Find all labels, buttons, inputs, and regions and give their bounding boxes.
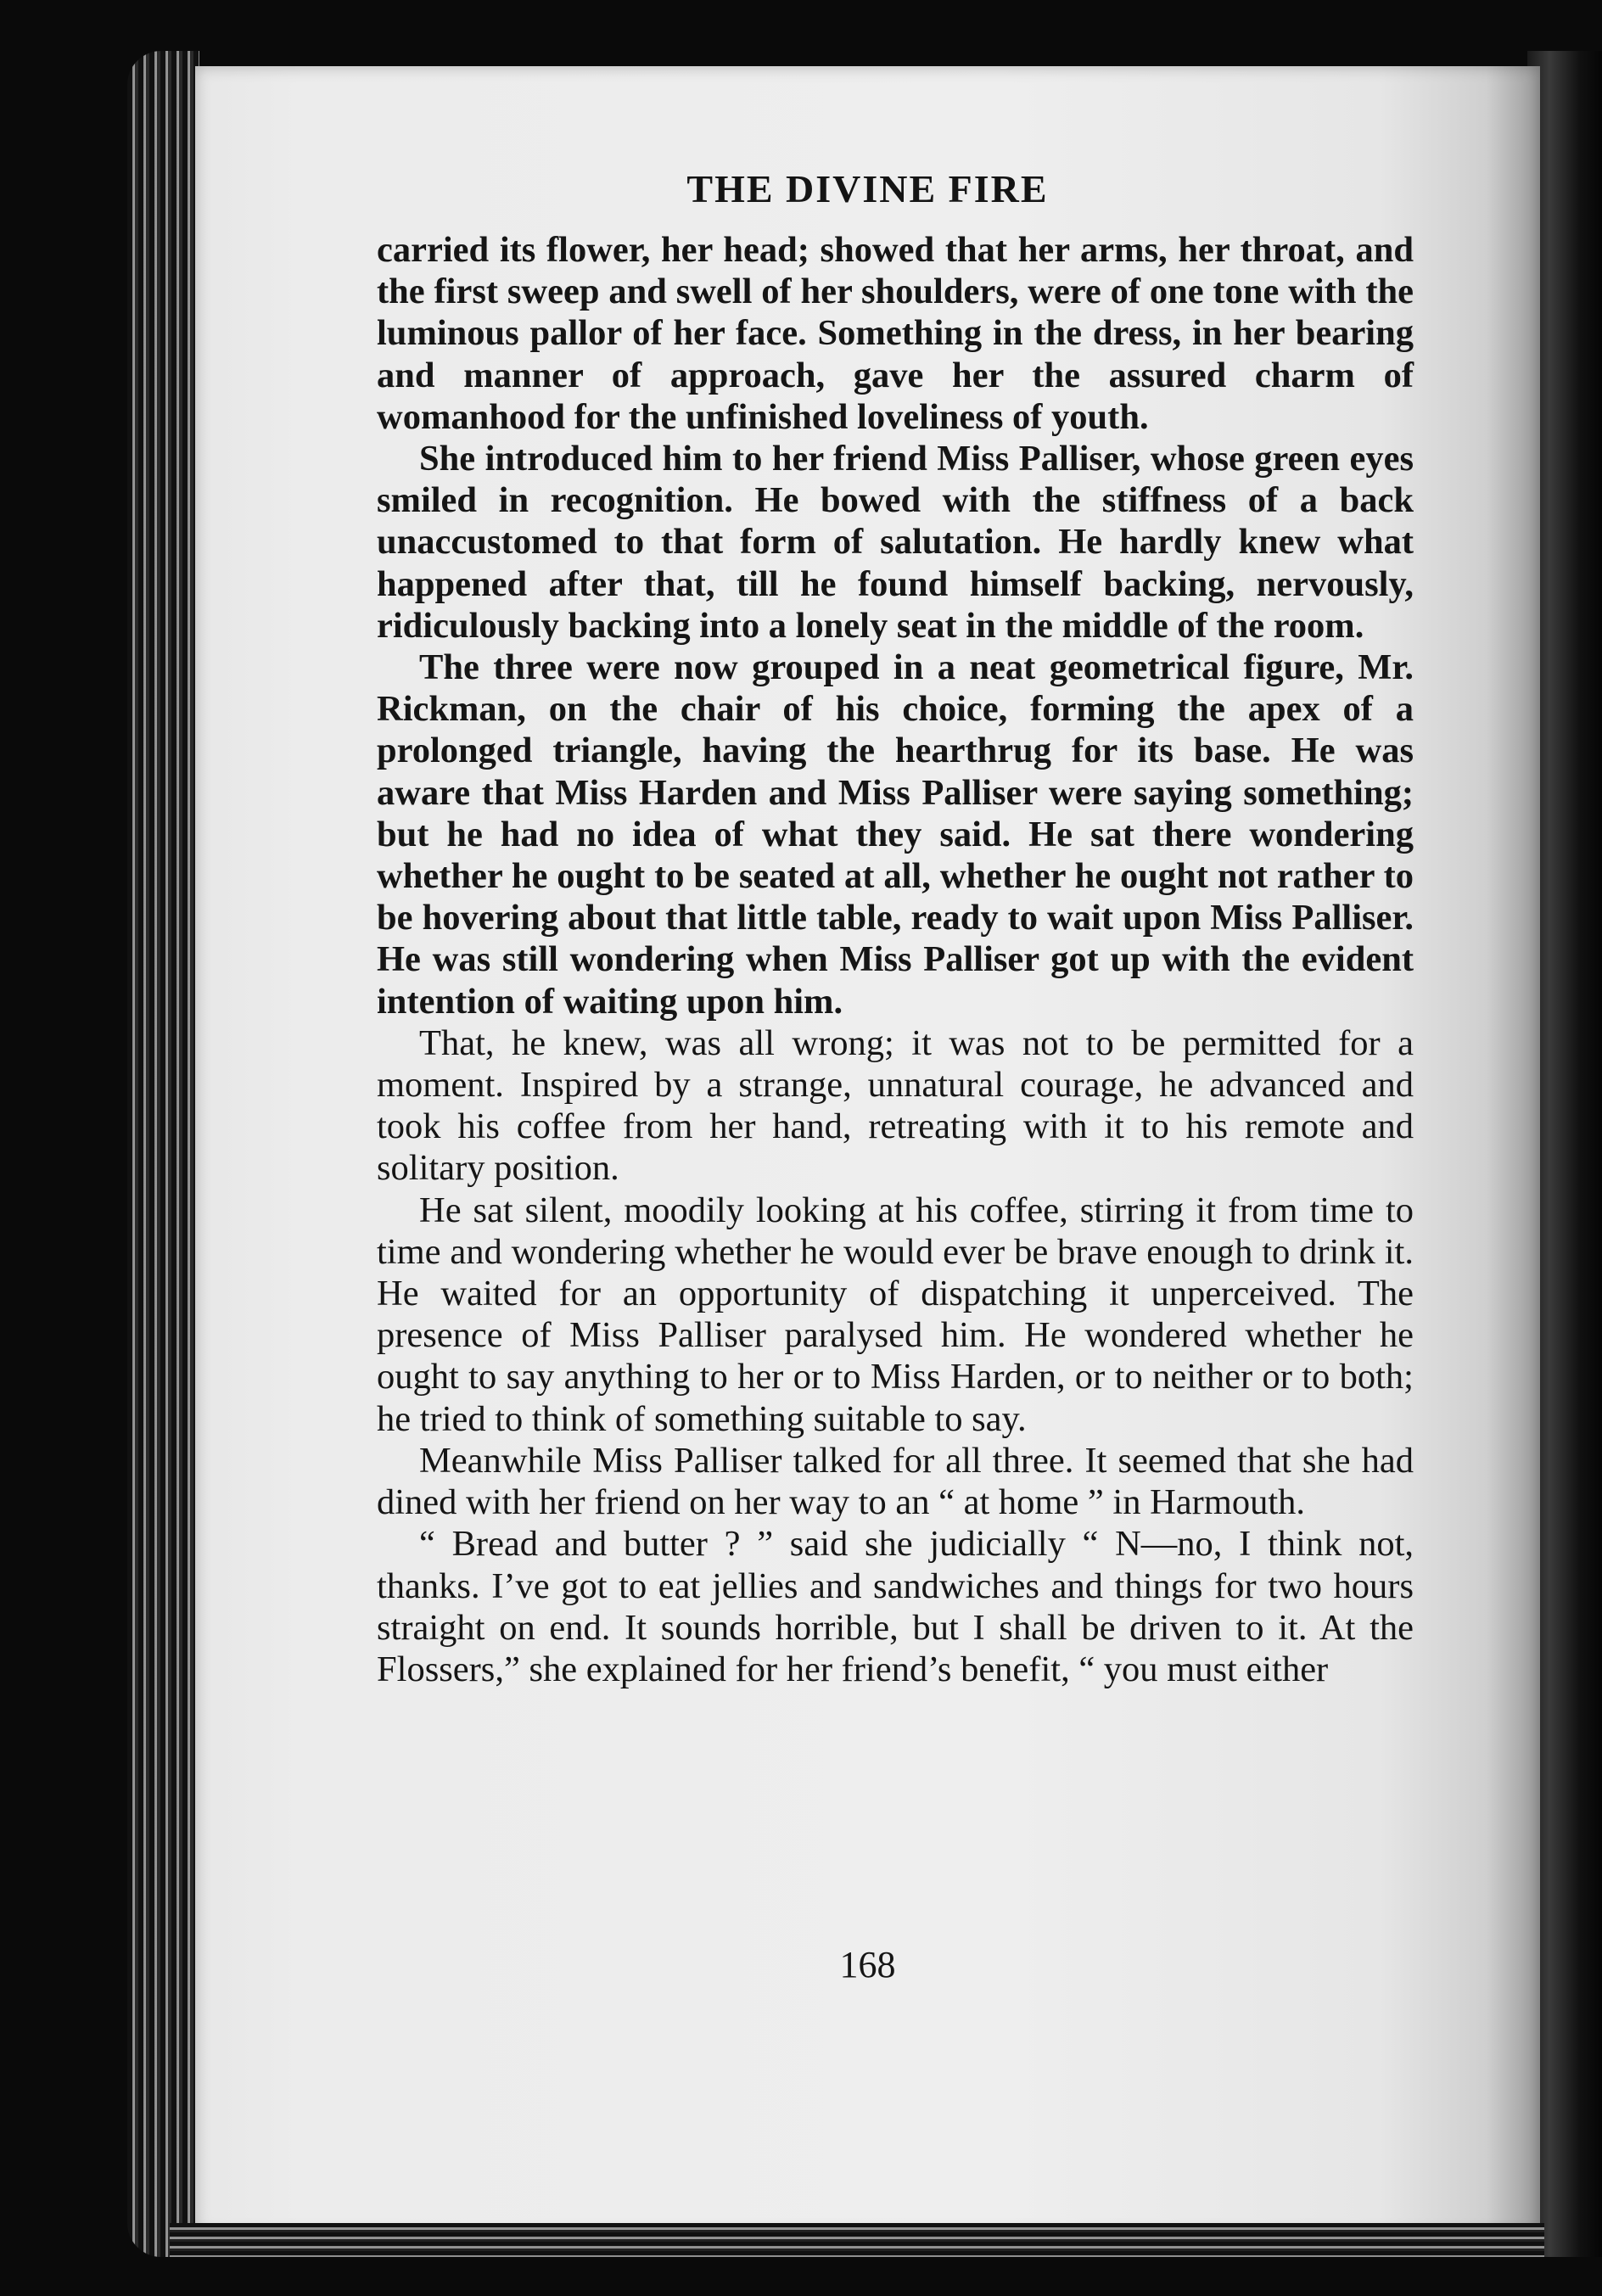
running-head: THE DIVINE FIRE [686, 167, 1049, 210]
paragraph: He sat silent, moodily looking at his coffee, stirring it from time to time and wondering whether he would ever be brave enough to drink it. He waited for an opportunity of dispatching it unperceived. The presence of Miss Palliser paralysed him. He wondered whether he ought to say anything to her or to Miss Harden, or to neither or to both; he tried to think of something suitable to say. [377, 1190, 1414, 1439]
paragraph: That, he knew, was all wrong; it was not to be permitted for a moment. Inspired by a strange, unnatural courage, he advanced and took his coffee from her hand, retreating with it to his remote and solitary position. [377, 1022, 1414, 1189]
paragraph: carried its flower, her head; showed that her arms, her throat, and the first sweep and swell of her shoulders, were of one tone with the luminous pallor of her face. Something in the dress, in her bearing and manner of approach, gave her the assured charm of womanhood for the unfinished loveliness of youth. [377, 230, 1414, 437]
paragraph: She introduced him to her friend Miss Palliser, whose green eyes smiled in recognition. He bowed with the stiffness of a back unaccustomed to that form of salutation. He hardly knew what happened after that, till he found himself backing, nervously, ridiculously backing into a lonely seat in the middle of the room. [377, 439, 1414, 646]
paragraph: Meanwhile Miss Palliser talked for all three. It seemed that she had dined with her friend on her way to an “ at home ” in Harmouth. [377, 1440, 1414, 1523]
bottom-page-edges [170, 2223, 1544, 2257]
stacked-page-edges [127, 51, 199, 2257]
page-number: 168 [839, 1944, 896, 1985]
body-text [377, 229, 1414, 1690]
paragraph: The three were now grouped in a neat geometrical figure, Mr. Rickman, on the chair of his choice, forming the apex of a prolonged triangle, having the hearthrug for its base. He was aware that Miss Harden and Miss Palliser were saying something; but he had no idea of what they said. He sat there wondering whether he ought to be seated at all, whether he ought not rather to be hovering about that little table, ready to wait upon Miss Palliser. He was still wondering when Miss Palliser got up with the evident intention of waiting upon him. [377, 647, 1414, 1022]
paragraph: “ Bread and butter ? ” said she judicially “ N—no, I think not, thanks. I’ve got to eat jellies and sandwiches and things for two hours straight on end. It sounds horrible, but I shall be driven to it. At the Flossers,” she explained for her friend’s benefit, “ you must either [377, 1524, 1414, 1689]
